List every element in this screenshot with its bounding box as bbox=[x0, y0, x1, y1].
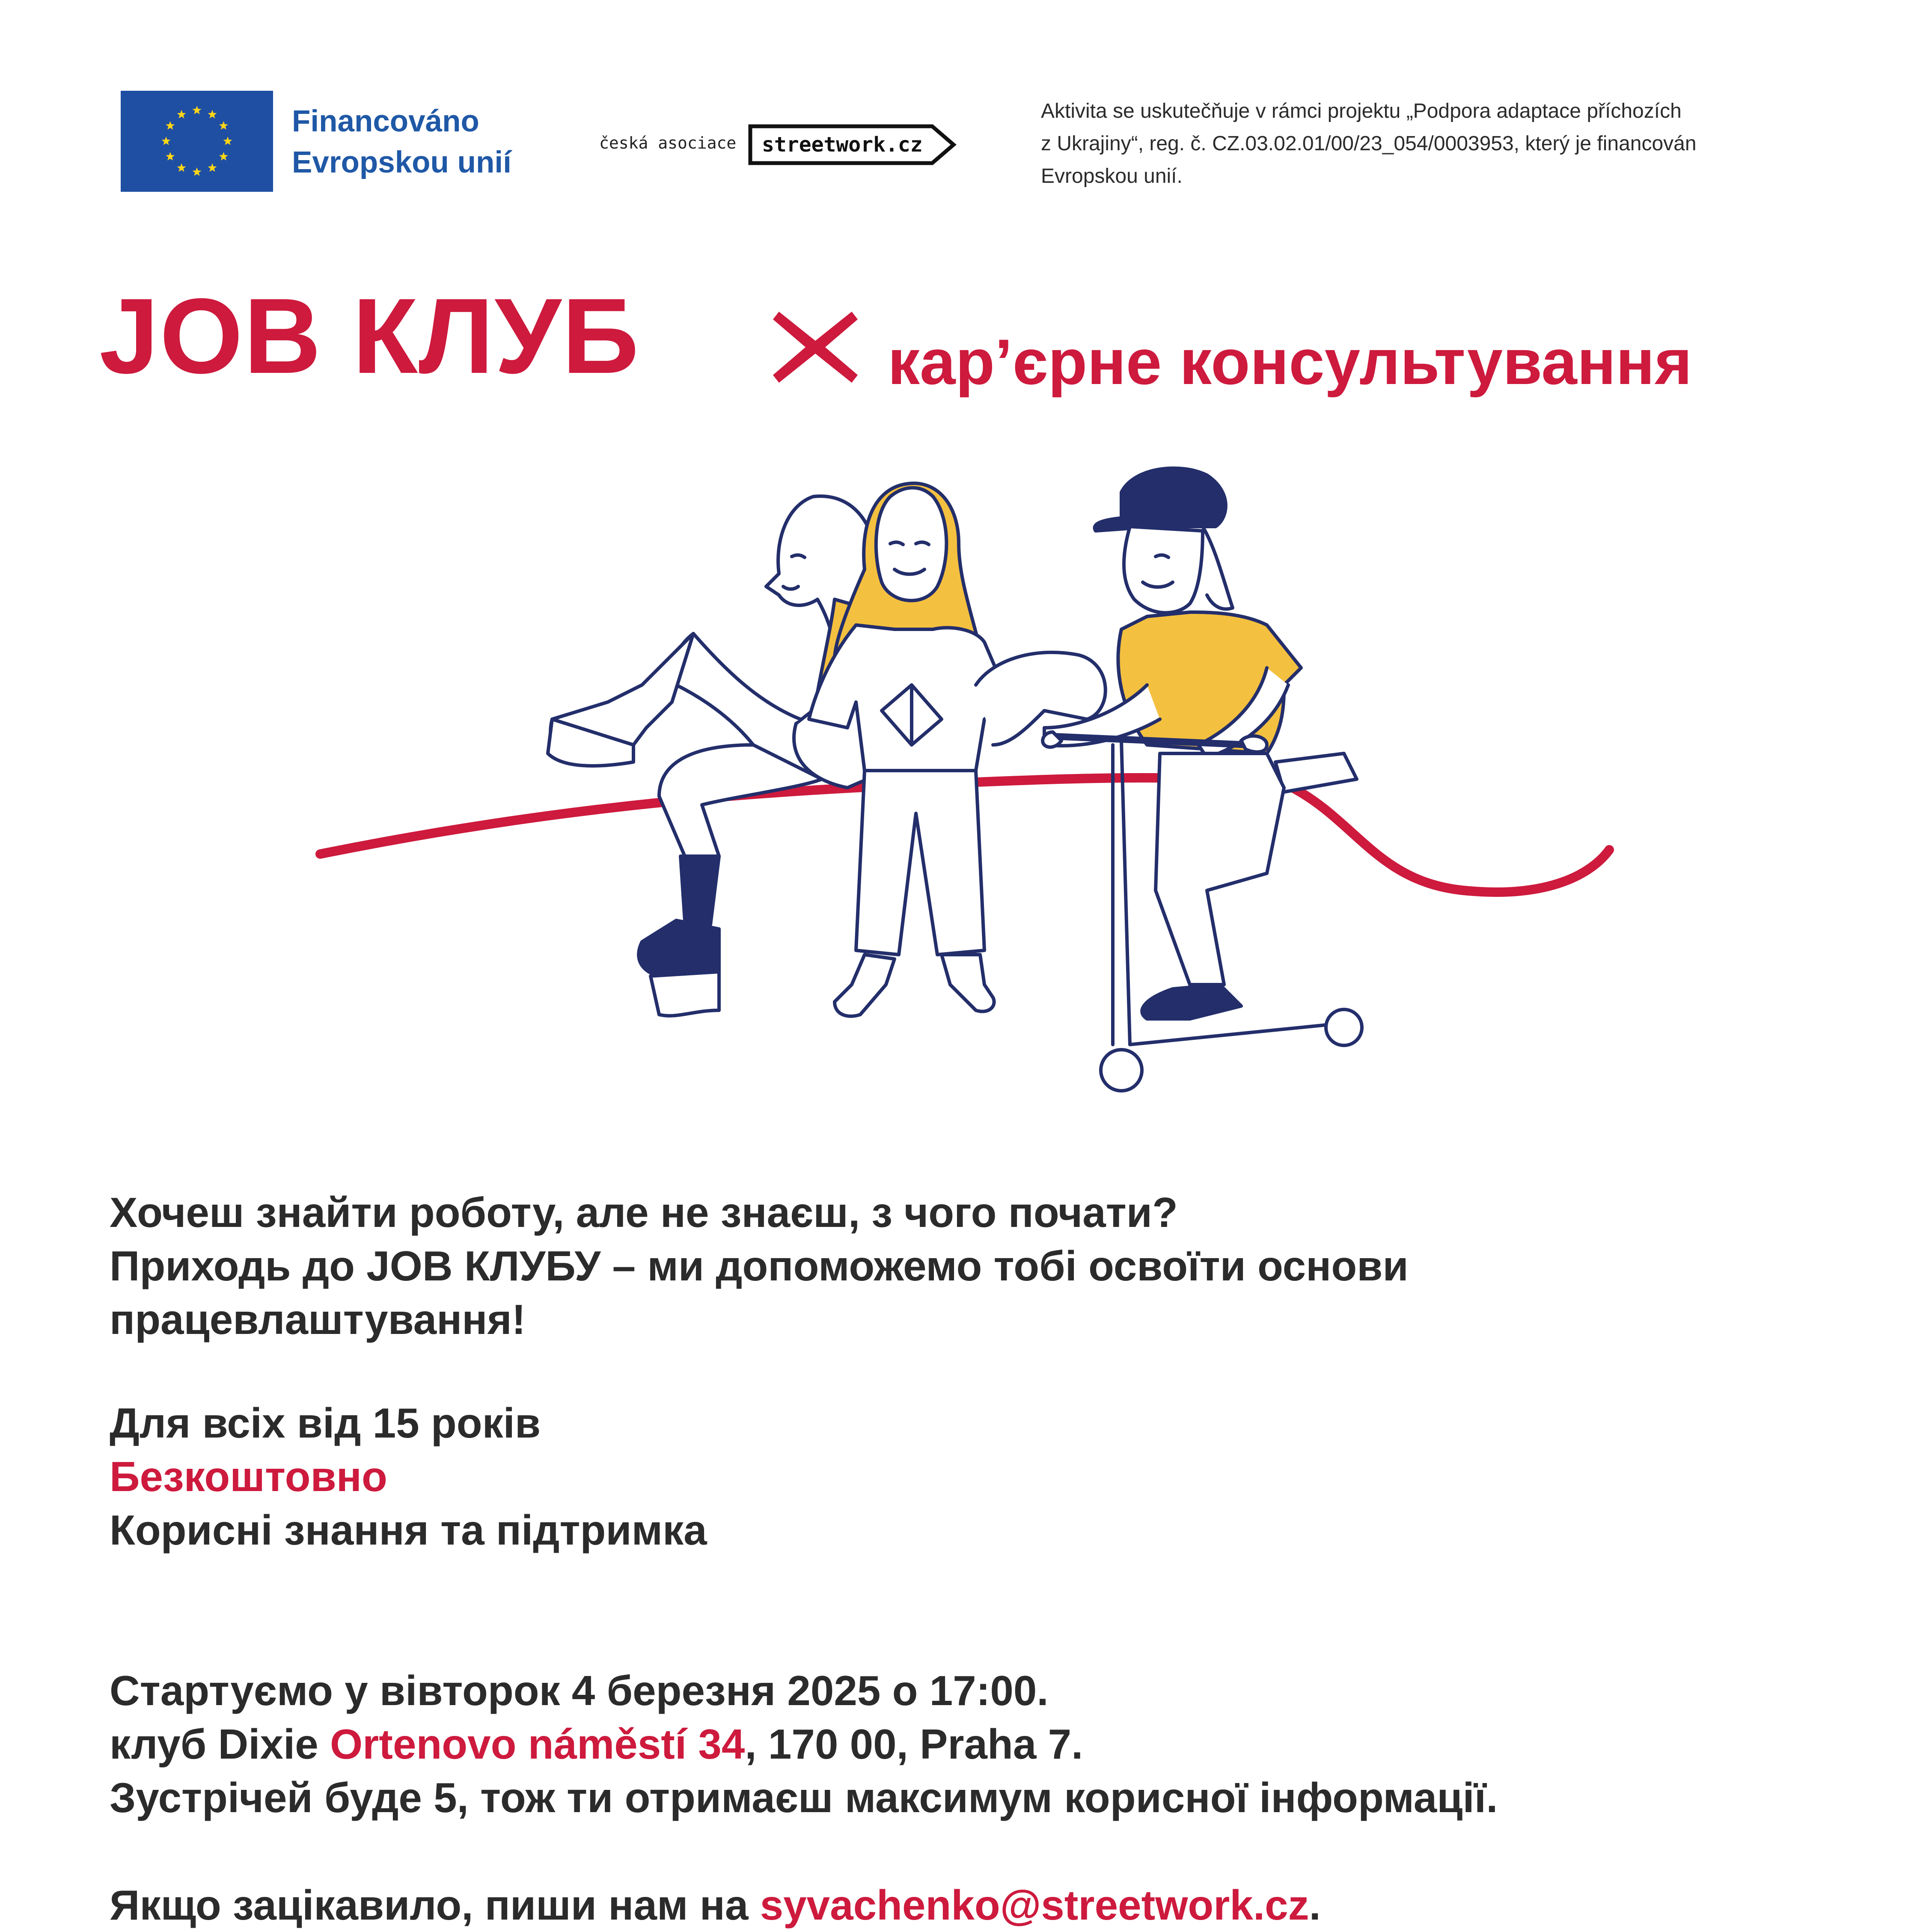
page-subtitle: кар’єрне консультування bbox=[888, 326, 1692, 398]
cross-icon bbox=[770, 307, 860, 388]
event-start: Стартуємо у вівторок 4 березня 2025 о 17:00. bbox=[110, 1667, 1049, 1714]
venue-suffix: , 170 00, Praha 7. bbox=[745, 1721, 1083, 1768]
intro-line1: Хочеш знайти роботу, але не знаєш, з чого почати? bbox=[110, 1189, 1178, 1236]
project-note-line2: z Ukrajiny“, reg. č. CZ.03.02.01/00/23_054/0003953, který je financován bbox=[1041, 132, 1697, 155]
feature-support: Корисні знання та підтримка bbox=[110, 1506, 707, 1554]
contact-prefix: Якщо зацікавило, пиши нам на bbox=[110, 1881, 760, 1929]
contact-line bbox=[110, 1878, 1864, 1932]
streetwork-prefix: česká asociace bbox=[599, 134, 737, 152]
friends-illustration bbox=[308, 445, 1644, 1164]
project-note-line3: Evropskou unií. bbox=[1041, 165, 1183, 188]
contact-email-link[interactable]: syvachenko@streetwork.cz bbox=[760, 1881, 1309, 1929]
streetwork-name: streetwork.cz bbox=[762, 133, 923, 157]
venue-prefix: клуб Dixie bbox=[110, 1721, 330, 1768]
event-details bbox=[110, 1664, 1864, 1825]
venue-address-link[interactable]: Ortenovo náměstí 34 bbox=[330, 1721, 745, 1768]
streetwork-logo bbox=[599, 124, 959, 167]
eu-flag-logo bbox=[121, 91, 273, 192]
features-list bbox=[110, 1396, 1864, 1557]
event-meetings: Зустрічей буде 5, тож ти отримаєш максимум корисної інформації. bbox=[110, 1774, 1498, 1821]
intro-line2: Приходь до JOB КЛУБУ – ми допоможемо тобі освоїти основи bbox=[110, 1242, 1409, 1289]
intro-line3: працевлаштування! bbox=[110, 1296, 526, 1343]
feature-age: Для всіх від 15 років bbox=[110, 1399, 541, 1447]
contact-suffix: . bbox=[1309, 1881, 1321, 1929]
contact-text bbox=[110, 1878, 1864, 1932]
event-venue bbox=[110, 1718, 1864, 1771]
page-title: JOB КЛУБ bbox=[99, 276, 640, 396]
eu-funding-line1: Financováno bbox=[292, 104, 479, 138]
eu-funding-line2: Evropskou unií bbox=[292, 146, 511, 179]
project-funding-note bbox=[1041, 95, 1854, 193]
person-left bbox=[548, 496, 879, 1016]
eu-funding-label bbox=[292, 101, 511, 183]
project-note-line1: Aktivita se uskutečňuje v rámci projektu „Podpora adaptace příchozích bbox=[1041, 100, 1682, 122]
feature-free: Безкоштовно bbox=[110, 1453, 387, 1500]
intro-text bbox=[110, 1186, 1864, 1346]
